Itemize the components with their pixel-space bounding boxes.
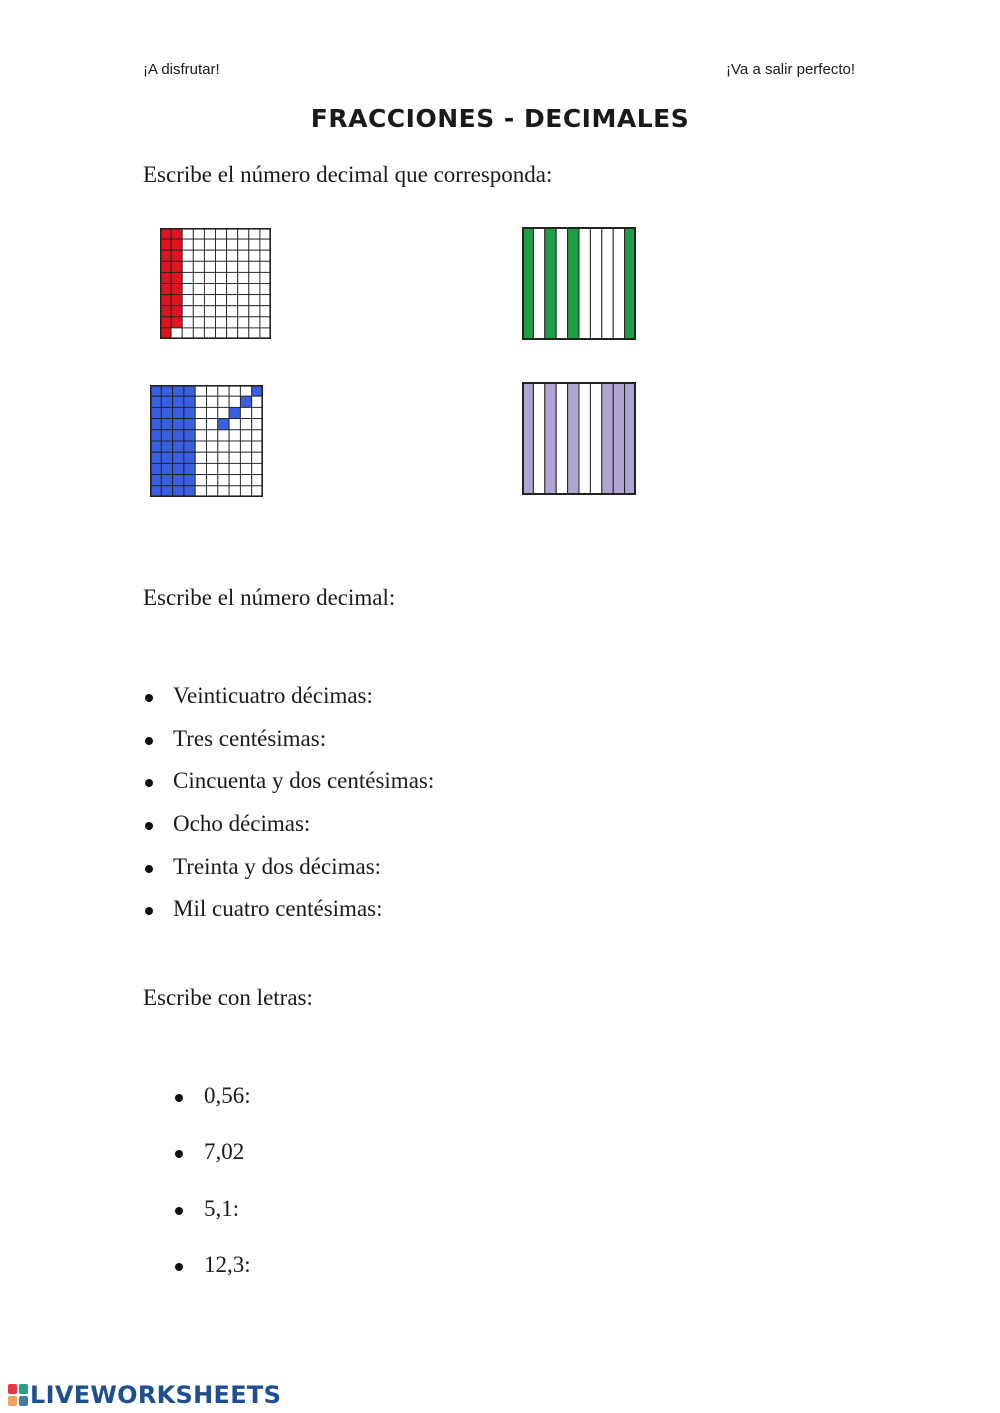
empty-cell <box>193 239 204 250</box>
empty-cell <box>195 385 206 396</box>
empty-cell <box>227 317 238 328</box>
empty-cell <box>204 328 215 339</box>
empty-cell <box>249 239 260 250</box>
empty-cell <box>216 239 227 250</box>
empty-cell <box>207 475 218 486</box>
bullet-icon <box>175 1094 183 1102</box>
empty-cell <box>216 328 227 339</box>
empty-cell <box>193 317 204 328</box>
shaded-cell <box>173 419 184 430</box>
empty-cell <box>193 228 204 239</box>
list-item: Cincuenta y dos centésimas: <box>143 768 434 811</box>
shaded-cell <box>173 396 184 407</box>
empty-cell <box>227 328 238 339</box>
empty-cell <box>195 441 206 452</box>
empty-cell <box>218 486 229 497</box>
empty-cell <box>207 419 218 430</box>
shaded-cell <box>173 407 184 418</box>
empty-cell <box>240 430 251 441</box>
shaded-cell <box>150 463 161 474</box>
empty-cell <box>204 261 215 272</box>
shaded-cell <box>161 407 172 418</box>
empty-cell <box>218 385 229 396</box>
empty-cell <box>229 475 240 486</box>
empty-cell <box>207 407 218 418</box>
empty-cell <box>182 284 193 295</box>
empty-cell <box>216 284 227 295</box>
header-right-text: ¡Va a salir perfecto! <box>726 61 855 78</box>
empty-cell <box>240 486 251 497</box>
empty-cell <box>249 272 260 283</box>
shaded-cell <box>171 272 182 283</box>
shaded-cell <box>150 430 161 441</box>
empty-cell <box>238 284 249 295</box>
bullet-icon <box>145 694 153 702</box>
shaded-cell <box>150 475 161 486</box>
shaded-cell <box>160 239 171 250</box>
empty-cell <box>249 250 260 261</box>
empty-cell <box>252 407 263 418</box>
empty-cell <box>227 295 238 306</box>
empty-strip <box>602 227 613 340</box>
empty-cell <box>193 261 204 272</box>
empty-cell <box>227 306 238 317</box>
list-item: 12,3: <box>173 1252 251 1308</box>
empty-cell <box>252 452 263 463</box>
shaded-cell <box>173 475 184 486</box>
empty-cell <box>252 419 263 430</box>
empty-cell <box>240 385 251 396</box>
instruction-write-decimal: Escribe el número decimal: <box>143 585 396 610</box>
shaded-cell <box>161 419 172 430</box>
bullet-icon <box>145 865 153 873</box>
bullet-icon <box>145 737 153 745</box>
liveworksheets-logo-text: LIVEWORKSHEETS <box>30 1381 282 1409</box>
empty-cell <box>229 396 240 407</box>
empty-cell <box>207 452 218 463</box>
shaded-cell <box>184 452 195 463</box>
shaded-cell <box>184 407 195 418</box>
shaded-cell <box>184 419 195 430</box>
shaded-cell <box>184 396 195 407</box>
shaded-cell <box>160 328 171 339</box>
list-item: Mil cuatro centésimas: <box>143 896 434 939</box>
empty-cell <box>218 430 229 441</box>
shaded-cell <box>161 430 172 441</box>
empty-cell <box>238 272 249 283</box>
empty-cell <box>238 261 249 272</box>
empty-cell <box>240 407 251 418</box>
shaded-cell <box>173 430 184 441</box>
empty-cell <box>238 306 249 317</box>
empty-cell <box>260 317 271 328</box>
shaded-cell <box>171 306 182 317</box>
empty-cell <box>249 261 260 272</box>
shaded-cell <box>161 463 172 474</box>
empty-strip <box>613 227 624 340</box>
shaded-cell <box>160 272 171 283</box>
empty-cell <box>171 328 182 339</box>
footer-logo <box>8 1381 281 1409</box>
empty-cell <box>218 475 229 486</box>
empty-cell <box>227 228 238 239</box>
shaded-strip <box>568 382 579 495</box>
empty-cell <box>229 441 240 452</box>
empty-cell <box>193 295 204 306</box>
empty-cell <box>195 407 206 418</box>
empty-cell <box>193 328 204 339</box>
instruction-decimal-figures: Escribe el número decimal que corresponda: <box>143 162 553 187</box>
shaded-cell <box>173 452 184 463</box>
shaded-cell <box>171 239 182 250</box>
empty-cell <box>238 239 249 250</box>
empty-cell <box>218 452 229 463</box>
shaded-cell <box>150 441 161 452</box>
empty-cell <box>229 452 240 463</box>
shaded-cell <box>161 441 172 452</box>
empty-cell <box>216 295 227 306</box>
empty-strip <box>556 227 567 340</box>
shaded-cell <box>173 463 184 474</box>
empty-cell <box>182 272 193 283</box>
empty-cell <box>204 239 215 250</box>
bullet-icon <box>175 1207 183 1215</box>
empty-cell <box>260 228 271 239</box>
empty-cell <box>182 239 193 250</box>
empty-cell <box>260 284 271 295</box>
shaded-cell <box>160 306 171 317</box>
list-item: Veinticuatro décimas: <box>143 683 434 726</box>
shaded-cell <box>252 385 263 396</box>
shaded-cell <box>171 295 182 306</box>
empty-cell <box>252 486 263 497</box>
shaded-cell <box>161 452 172 463</box>
shaded-cell <box>150 385 161 396</box>
instruction-write-in-words: Escribe con letras: <box>143 985 313 1010</box>
shaded-cell <box>161 486 172 497</box>
empty-cell <box>252 430 263 441</box>
empty-cell <box>195 486 206 497</box>
empty-cell <box>227 261 238 272</box>
empty-cell <box>193 272 204 283</box>
empty-cell <box>216 228 227 239</box>
list-item: 5,1: <box>173 1196 251 1252</box>
shaded-cell <box>161 475 172 486</box>
shaded-cell <box>150 486 161 497</box>
empty-cell <box>195 452 206 463</box>
shaded-cell <box>171 250 182 261</box>
empty-cell <box>240 441 251 452</box>
empty-cell <box>229 419 240 430</box>
shaded-strip <box>545 382 556 495</box>
empty-cell <box>182 228 193 239</box>
empty-cell <box>182 328 193 339</box>
empty-cell <box>193 284 204 295</box>
empty-cell <box>240 419 251 430</box>
empty-cell <box>260 250 271 261</box>
empty-cell <box>195 463 206 474</box>
empty-cell <box>195 396 206 407</box>
empty-cell <box>260 261 271 272</box>
decimal-number-list <box>173 1083 251 1308</box>
shaded-cell <box>150 396 161 407</box>
empty-cell <box>227 272 238 283</box>
shaded-cell <box>184 463 195 474</box>
shaded-cell <box>184 385 195 396</box>
empty-cell <box>216 261 227 272</box>
decimal-word-list <box>143 683 434 939</box>
shaded-cell <box>240 396 251 407</box>
empty-cell <box>204 250 215 261</box>
empty-cell <box>260 295 271 306</box>
green-tenths-strips <box>522 227 636 340</box>
empty-cell <box>238 328 249 339</box>
purple-tenths-strips <box>522 382 636 495</box>
empty-cell <box>238 250 249 261</box>
shaded-cell <box>150 452 161 463</box>
bullet-icon <box>145 822 153 830</box>
empty-cell <box>216 317 227 328</box>
shaded-cell <box>161 385 172 396</box>
empty-cell <box>249 228 260 239</box>
empty-cell <box>182 317 193 328</box>
empty-cell <box>260 306 271 317</box>
empty-cell <box>218 396 229 407</box>
shaded-cell <box>173 441 184 452</box>
empty-cell <box>216 272 227 283</box>
list-item: 0,56: <box>173 1083 251 1139</box>
shaded-cell <box>160 261 171 272</box>
empty-strip <box>579 227 590 340</box>
empty-cell <box>249 284 260 295</box>
empty-cell <box>218 463 229 474</box>
empty-cell <box>252 441 263 452</box>
shaded-cell <box>184 441 195 452</box>
empty-cell <box>240 475 251 486</box>
empty-cell <box>229 463 240 474</box>
shaded-cell <box>171 284 182 295</box>
empty-cell <box>260 239 271 250</box>
empty-cell <box>193 250 204 261</box>
bullet-icon <box>145 907 153 915</box>
empty-strip <box>579 382 590 495</box>
empty-cell <box>204 295 215 306</box>
empty-cell <box>182 306 193 317</box>
shaded-cell <box>229 407 240 418</box>
empty-cell <box>207 441 218 452</box>
empty-cell <box>216 306 227 317</box>
empty-cell <box>218 441 229 452</box>
empty-cell <box>249 328 260 339</box>
blue-hundredths-grid <box>150 385 263 497</box>
shaded-cell <box>161 396 172 407</box>
empty-cell <box>240 452 251 463</box>
empty-cell <box>204 228 215 239</box>
empty-cell <box>229 385 240 396</box>
empty-cell <box>240 463 251 474</box>
shaded-cell <box>160 228 171 239</box>
page-title: FRACCIONES - DECIMALES <box>310 104 690 133</box>
empty-cell <box>207 385 218 396</box>
empty-cell <box>227 239 238 250</box>
empty-cell <box>204 284 215 295</box>
empty-cell <box>260 272 271 283</box>
empty-cell <box>204 272 215 283</box>
empty-strip <box>590 382 601 495</box>
empty-strip <box>533 382 544 495</box>
empty-cell <box>195 475 206 486</box>
empty-cell <box>249 306 260 317</box>
list-item: Ocho décimas: <box>143 811 434 854</box>
empty-cell <box>195 419 206 430</box>
list-item: Tres centésimas: <box>143 726 434 769</box>
shaded-cell <box>150 419 161 430</box>
list-item: Treinta y dos décimas: <box>143 854 434 897</box>
red-hundredths-grid <box>160 228 271 339</box>
empty-cell <box>207 430 218 441</box>
empty-cell <box>238 317 249 328</box>
empty-cell <box>227 250 238 261</box>
shaded-strip <box>568 227 579 340</box>
liveworksheets-logo-icon <box>8 1384 28 1406</box>
list-item: 7,02 <box>173 1139 251 1195</box>
empty-cell <box>252 475 263 486</box>
shaded-cell <box>171 228 182 239</box>
shaded-cell <box>160 284 171 295</box>
empty-cell <box>204 306 215 317</box>
shaded-cell <box>184 475 195 486</box>
shaded-cell <box>150 407 161 418</box>
empty-cell <box>252 463 263 474</box>
empty-cell <box>182 295 193 306</box>
empty-cell <box>218 407 229 418</box>
bullet-icon <box>145 779 153 787</box>
header-left-text: ¡A disfrutar! <box>143 61 220 78</box>
empty-cell <box>216 250 227 261</box>
empty-cell <box>207 396 218 407</box>
bullet-icon <box>175 1150 183 1158</box>
empty-cell <box>207 463 218 474</box>
shaded-cell <box>173 486 184 497</box>
shaded-strip <box>545 227 556 340</box>
empty-cell <box>249 317 260 328</box>
shaded-cell <box>218 419 229 430</box>
empty-cell <box>260 328 271 339</box>
empty-cell <box>229 430 240 441</box>
empty-cell <box>229 486 240 497</box>
empty-cell <box>207 486 218 497</box>
shaded-cell <box>171 261 182 272</box>
empty-strip <box>590 227 601 340</box>
empty-cell <box>238 295 249 306</box>
empty-cell <box>227 284 238 295</box>
shaded-cell <box>160 317 171 328</box>
bullet-icon <box>175 1263 183 1271</box>
empty-cell <box>182 261 193 272</box>
empty-cell <box>193 306 204 317</box>
empty-strip <box>533 227 544 340</box>
shaded-cell <box>160 250 171 261</box>
empty-cell <box>195 430 206 441</box>
shaded-cell <box>171 317 182 328</box>
empty-cell <box>238 228 249 239</box>
empty-cell <box>252 396 263 407</box>
empty-cell <box>182 250 193 261</box>
empty-cell <box>249 295 260 306</box>
shaded-cell <box>160 295 171 306</box>
shaded-cell <box>173 385 184 396</box>
shaded-strip <box>613 382 624 495</box>
empty-cell <box>204 317 215 328</box>
shaded-cell <box>184 486 195 497</box>
shaded-cell <box>184 430 195 441</box>
empty-strip <box>556 382 567 495</box>
shaded-strip <box>602 382 613 495</box>
